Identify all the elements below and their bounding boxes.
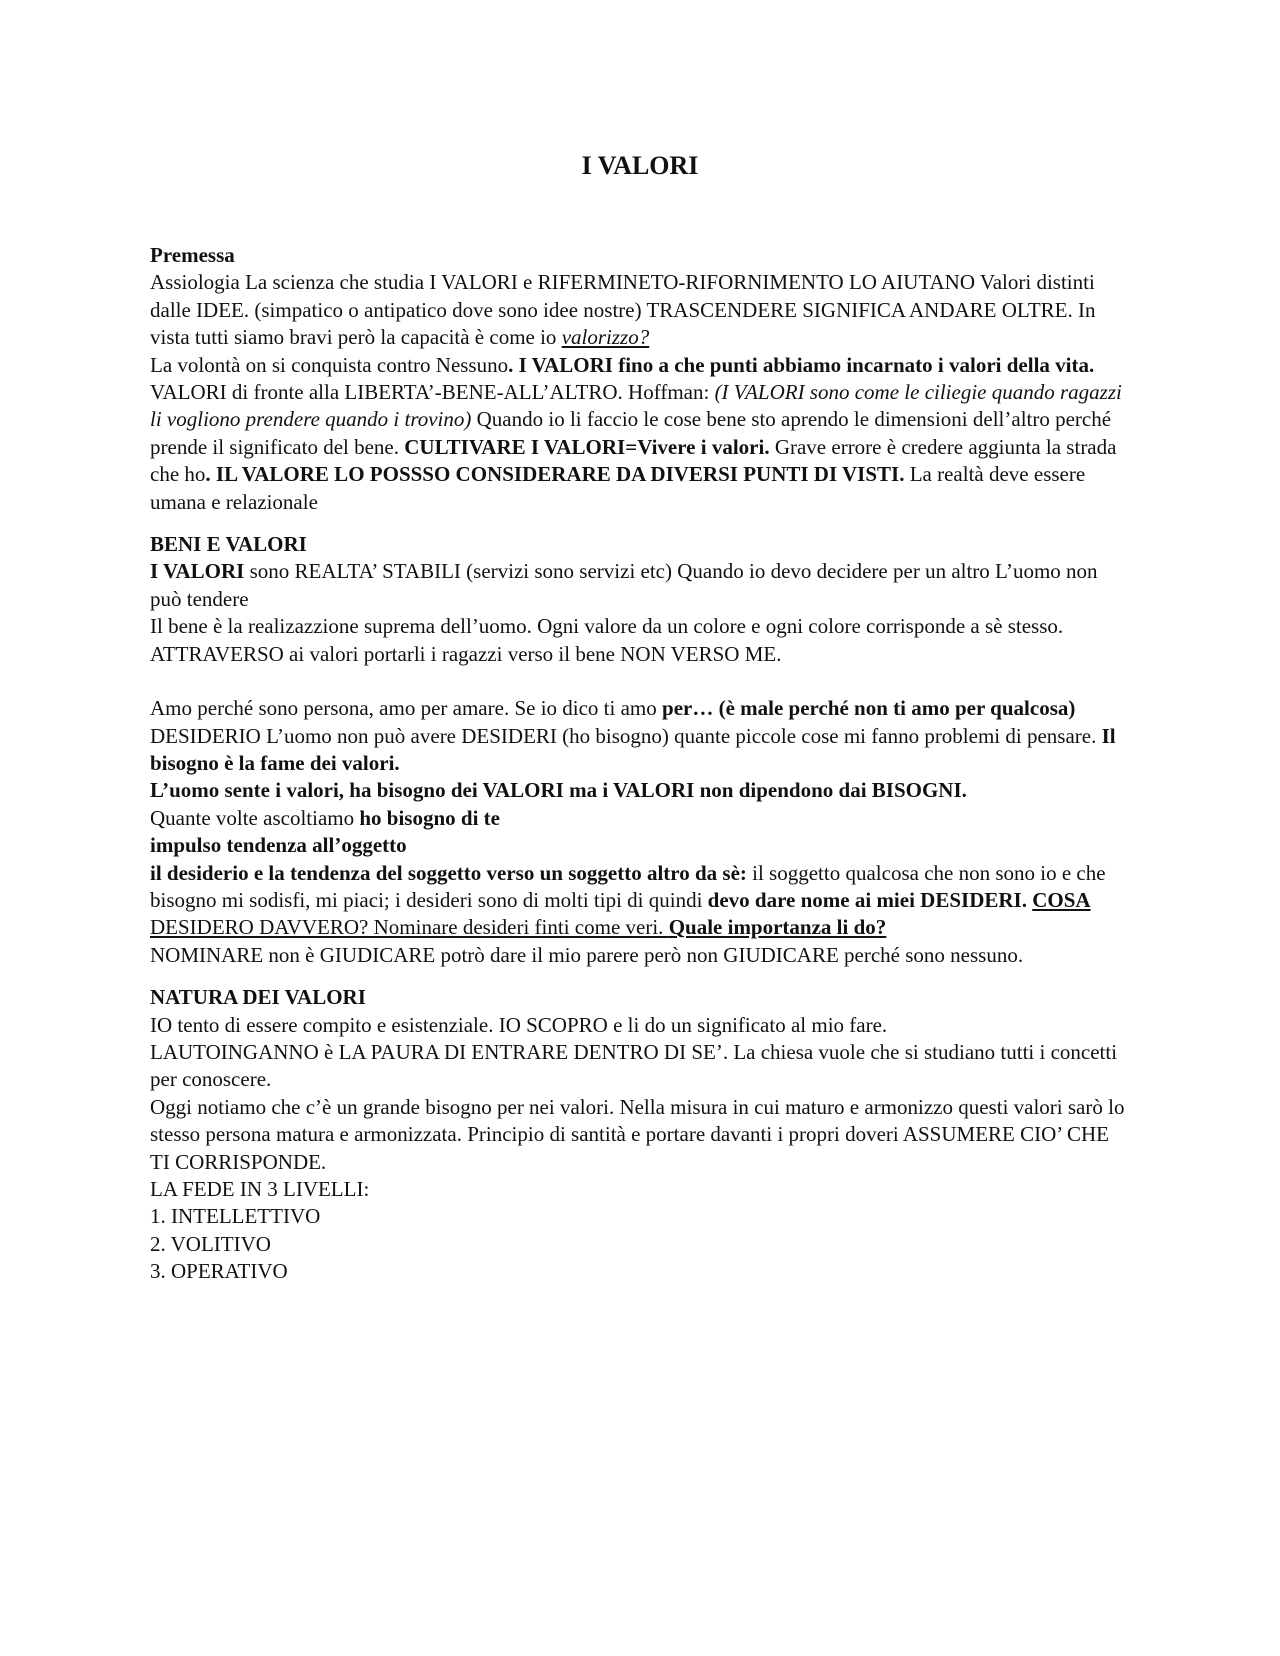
paragraph: L’uomo sente i valori, ha bisogno dei VALORI ma i VALORI non dipendono dai BISOGNI. <box>150 778 967 803</box>
list-item: 1. INTELLETTIVO <box>150 1204 321 1229</box>
list-item: 3. OPERATIVO <box>150 1259 288 1284</box>
document-body <box>150 242 1130 1286</box>
paragraph: il desiderio e la tendenza del soggetto verso un soggetto altro da sè: il soggetto qualcosa che non sono io e che bisogno mi sodisfi, mi piaci; i desideri sono di molti tipi di quindi devo dare nome ai miei DESIDERI. COSA DESIDERO DAVVERO? Nominare desideri finti come veri. Quale importanza li do? <box>150 860 1106 940</box>
section-heading-beni: BENI E VALORI <box>150 532 307 557</box>
section-heading-natura: NATURA DEI VALORI <box>150 985 366 1010</box>
paragraph: Amo perché sono persona, amo per amare. Se io dico ti amo per… (è male perché non ti amo per qualcosa) <box>150 696 1076 721</box>
paragraph: Assiologia La scienza che studia I VALORI e RIFERMINETO-RIFORNIMENTO LO AIUTANO Valori distinti dalle IDEE. (simpatico o antipatico dove sono idee nostre) TRASCENDERE SIGNIFICA ANDARE OLTRE. In vista tutti siamo bravi però la capacità è come io valorizzo? <box>150 270 1096 350</box>
list-item: 2. VOLITIVO <box>150 1231 271 1256</box>
numbered-list <box>150 1203 1130 1285</box>
section-heading-premessa: Premessa <box>150 243 235 267</box>
paragraph: La volontà on si conquista contro Nessuno. I VALORI fino a che punti abbiamo incarnato i valori della vita. VALORI di fronte alla LIBERTA’-BENE-ALL’ALTRO. Hoffman: (I VALORI sono come le ciliegie quando ragazzi li vogliono prendere quando i trovino) Quando io li faccio le cose bene sto aprendo le dimensioni dell’altro perché prende il significato del bene. CULTIVARE I VALORI=Vivere i valori. Grave errore è credere aggiunta la strada che ho. IL VALORE LO POSSSO CONSIDERARE DA DIVERSI PUNTI DI VISTI. La realtà deve essere umana e relazionale <box>150 352 1122 514</box>
paragraph: I VALORI sono REALTA’ STABILI (servizi sono servizi etc) Quando io devo decidere per un altro L’uomo non può tendere <box>150 559 1098 611</box>
paragraph: NOMINARE non è GIUDICARE potrò dare il mio parere però non GIUDICARE perché sono nessuno. <box>150 942 1024 967</box>
underlined-word: valorizzo? <box>561 325 650 350</box>
paragraph: Quante volte ascoltiamo ho bisogno di te <box>150 805 500 830</box>
paragraph: DESIDERIO L’uomo non può avere DESIDERI (ho bisogno) quante piccole cose mi fanno problemi di pensare. Il bisogno è la fame dei valori. <box>150 723 1116 775</box>
paragraph: IO tento di essere compito e esistenziale. IO SCOPRO e li do un significato al mio fare. <box>150 1012 888 1037</box>
page-title: I VALORI <box>581 151 699 180</box>
paragraph: Il bene è la realizazzione suprema dell’uomo. Ogni valore da un colore e ogni colore corrisponde a sè stesso. ATTRAVERSO ai valori portarli i ragazzi verso il bene NON VERSO ME. <box>150 614 1064 666</box>
paragraph: LA FEDE IN 3 LIVELLI: <box>150 1177 370 1201</box>
paragraph: impulso tendenza all’oggetto <box>150 833 407 858</box>
paragraph: LAUTOINGANNO è LA PAURA DI ENTRARE DENTRO DI SE’. La chiesa vuole che si studiano tutti i concetti per conoscere. <box>150 1039 1118 1092</box>
paragraph: Oggi notiamo che c’è un grande bisogno per nei valori. Nella misura in cui maturo e armonizzo questi valori sarò lo stesso persona matura e armonizzata. Principio di santità e portare davanti i propri doveri ASSUMERE CIO’ CHE TI CORRISPONDE. <box>150 1094 1125 1174</box>
